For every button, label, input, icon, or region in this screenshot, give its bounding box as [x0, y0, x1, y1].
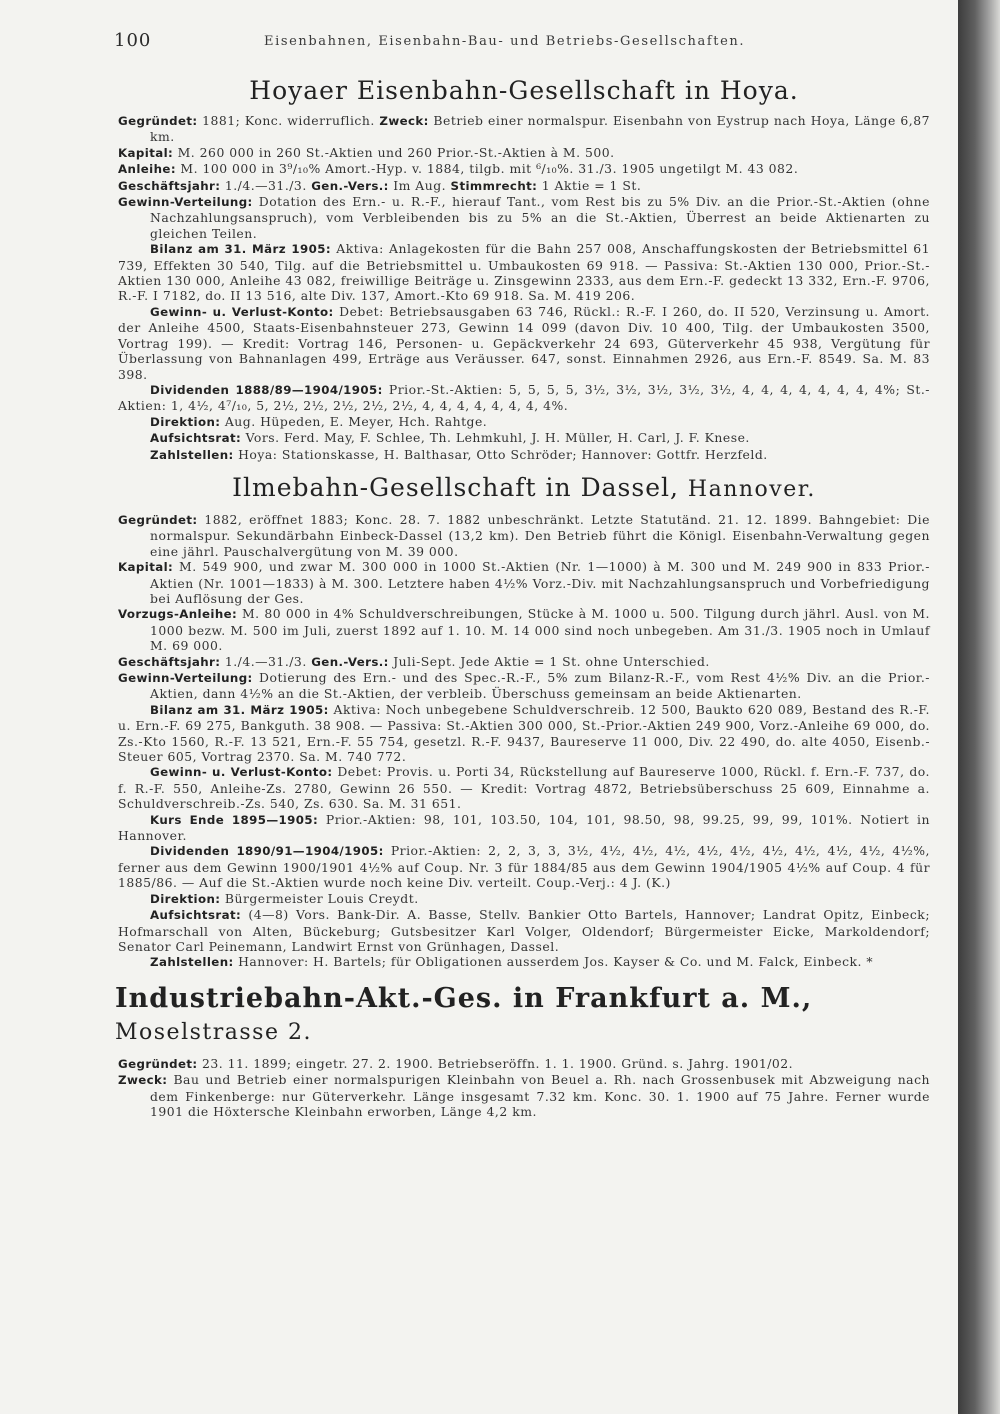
entry-gegruendet	[118, 512, 930, 559]
entry-label: Zahlstellen:	[150, 447, 234, 462]
entry-text: 23. 11. 1899; eingetr. 27. 2. 1900. Betriebseröffn. 1. 1. 1900. Gründ. s. Jahrg. 1901/02.	[202, 1055, 794, 1071]
entry-label: Direktion:	[150, 891, 221, 906]
entry-gewinn-verlust	[118, 764, 930, 811]
section-title-industriebahn	[115, 983, 930, 1049]
entry-gewinn-verteilung	[118, 670, 930, 702]
section-title-text: Ilmebahn-Gesellschaft in Dassel,	[232, 472, 679, 502]
entry-anleihe	[118, 161, 930, 177]
entry-label: Gen.-Vers.:	[311, 178, 389, 193]
entry-zweck	[118, 1072, 930, 1119]
entry-geschaeftsjahr	[118, 178, 930, 194]
entry-text: M. 80 000 in 4% Schuldverschreibungen, Stücke à M. 1000 u. 500. Tilgung durch jährl. Ausl. von M. 1000 bezw. M. 500 im Juli, zuerst 1892 auf 1. 10. M. 14 000 sind noch unbegeben. Am 31./3. 1905 noch in Umlauf M. 69 000.	[150, 606, 930, 654]
entry-label: Geschäftsjahr:	[118, 178, 221, 193]
entry-kapital	[118, 559, 930, 606]
entry-text: Betrieb einer normalspur. Eisenbahn von Eystrup nach Hoya, Länge 6,87 km.	[150, 113, 930, 145]
entry-text: Prior.-Aktien: 2, 2, 3, 3, 3½, 4½, 4½, 4½, 4½, 4½, 4½, 4½, 4½, 4½, 4½%, ferner aus dem Gewinn 1900/1901 4½% auf Coup. Nr. 3 für 1884/85 aus dem Gewinn 1904/1905 4½% auf Coup. 4 für 1885/86. — Auf die St.-Aktien wurde noch keine Div. verteilt. Coup.-Verj.: 4 J. (K.)	[118, 843, 930, 891]
entry-kurs	[118, 812, 930, 844]
entry-label: Aufsichtsrat:	[150, 431, 242, 446]
entry-dividenden	[118, 382, 930, 414]
entry-label: Zahlstellen:	[150, 955, 234, 970]
entry-label: Bilanz am 31. März 1905:	[150, 702, 329, 717]
running-head: Eisenbahnen, Eisenbahn-Bau- und Betriebs-Gesellschaften.	[264, 34, 746, 49]
entry-label: Gewinn- u. Verlust-Konto:	[150, 304, 334, 319]
entry-label: Gewinn- u. Verlust-Konto:	[150, 765, 333, 780]
entry-bilanz	[118, 702, 930, 765]
entry-text: Bürgermeister Louis Creydt.	[224, 890, 419, 906]
entry-aufsichtsrat	[118, 907, 930, 954]
entry-label: Zweck:	[379, 114, 429, 128]
entry-bilanz	[118, 241, 930, 304]
entry-label: Gegründet:	[118, 512, 198, 527]
entry-gewinn-verlust	[118, 304, 930, 382]
entry-label: Aufsichtsrat:	[150, 908, 242, 923]
entry-vorzugs-anleihe	[118, 606, 930, 653]
entry-label: Zweck:	[118, 1073, 168, 1088]
entry-text: Aktiva: Anlagekosten für die Bahn 257 008, Anschaffungskosten der Betriebsmittel 61 739, Effekten 30 540, Tilg. auf die Betriebsmittel u. Umbaukosten 69 918. — Passiva: St.-Aktien 130 000, Prior.-St.-Aktien 130 000, Anleihe 43 082, freiwillige Beiträge u. Zinsgewinn 2333, aus dem Ern.-F. gedeckt 13 332, Ern.-F. 9706, R.-F. I 7182, do. II 13 516, alte Div. 137, Amort.-Kto 69 918. Sa. M. 419 206.	[118, 241, 930, 304]
page-content	[115, 76, 930, 1119]
entry-label: Gegründet:	[118, 1056, 198, 1071]
entry-label: Dividenden 1888/89—1904/1905:	[150, 382, 383, 397]
entry-text: 1./4.—31./3.	[224, 653, 307, 669]
entry-dividenden	[118, 843, 930, 890]
page-edge-shadow	[958, 0, 1000, 1414]
section-title-ilmebahn	[118, 473, 930, 505]
entry-label: Bilanz am 31. März 1905:	[150, 242, 331, 257]
entry-text: (4—8) Vors. Bank-Dir. A. Basse, Stellv. Bankier Otto Bartels, Hannover; Landrat Opitz, Einbeck; Hofmarschall von Alten, Bückeburg; Gutsbesitzer Karl Volger, Oldendorf; Bürgermeister Eicke, Markoldendorf; Senator Carl Peinemann, Landwirt Ernst von Grünhagen, Dassel.	[118, 907, 930, 954]
entry-geschaeftsjahr	[118, 654, 930, 670]
entry-text: Debet: Provis. u. Porti 34, Rückstellung auf Baureserve 1000, Rückl. f. Ern.-F. 737, do. f. R.-F. 550, Anleihe-Zs. 2780, Gewinn 26 550. — Kredit: Vortrag 4872, Betriebsüberschuss 25 609, Einnahme a. Schuldverschreib.-Zs. 540, Zs. 630. Sa. M. 31 651.	[118, 764, 930, 812]
entry-label: Geschäftsjahr:	[118, 654, 221, 669]
section-title-location: Hannover.	[687, 476, 816, 502]
entry-text: Aktiva: Noch unbegebene Schuldverschreib. 12 500, Baukto 620 089, Bestand des R.-F. u. Ern.-F. 69 275, Bankguth. 38 908. — Passiva: St.-Aktien 300 000, St.-Prior.-Aktien 249 900, Vorz.-Anleihe 69 000, do. Zs.-Kto 1560, R.-F. 13 521, Ern.-F. 55 754, gesetzl. R.-F. 9437, Baureserve 11 000, Div. 22 490, do. alte 4050, Eisenb.-Steuer 605, Vortrag 2370. Sa. M. 740 772.	[118, 701, 930, 765]
section-title-location: Moselstrasse 2.	[115, 1019, 312, 1045]
entry-kapital	[118, 145, 930, 161]
entry-text: Dotierung des Ern.- und des Spec.-R.-F., 5% zum Bilanz-R.-F., vom Rest 4½% Div. an die Prior.-Aktien, dann 4½% an die St.-Aktien, der verbleib. Überschuss gemeinsam an beide Aktienarten.	[150, 670, 930, 702]
entry-direktion	[118, 414, 930, 430]
entry-text: Im Aug.	[393, 177, 447, 193]
entry-label: Gewinn-Verteilung:	[118, 671, 253, 685]
entry-zahlstellen	[118, 447, 930, 463]
entry-label: Anleihe:	[118, 162, 176, 177]
entry-text: Aug. Hüpeden, E. Meyer, Hch. Rahtge.	[224, 413, 488, 429]
entry-label: Gegründet:	[118, 114, 198, 128]
entry-text: Hannover: H. Bartels; für Obligationen ausserdem Jos. Kayser & Co. und M. Falck, Einbeck. *	[238, 954, 874, 970]
entry-label: Gen.-Vers.:	[311, 654, 389, 669]
entry-label: Kapital:	[118, 145, 174, 160]
entry-direktion	[118, 891, 930, 907]
entry-text: Prior.-St.-Aktien: 5, 5, 5, 5, 3½, 3½, 3½, 3½, 3½, 4, 4, 4, 4, 4, 4, 4, 4%; St.-Aktien: 1, 4½, 4⁷/₁₀, 5, 2½, 2½, 2½, 2½, 2½, 4, 4, 4, 4, 4, 4, 4, 4%.	[118, 381, 930, 414]
entry-label: Gewinn-Verteilung:	[118, 195, 253, 210]
entry-text: Vors. Ferd. May, F. Schlee, Th. Lehmkuhl, J. H. Müller, H. Carl, J. F. Knese.	[245, 430, 750, 446]
entry-text: Prior.-Aktien: 98, 101, 103.50, 104, 101, 98.50, 98, 99.25, 99, 99, 101%. Notiert in Hannover.	[118, 811, 930, 844]
entry-text: M. 100 000 in 3⁹/₁₀% Amort.-Hyp. v. 1884, tilgb. mit ⁶/₁₀%. 31./3. 1905 ungetilgt M. 43 082.	[180, 161, 799, 177]
entry-gegruendet	[118, 1056, 930, 1072]
entry-text: Dotation des Ern.- u. R.-F., hierauf Tant., vom Rest bis zu 5% Div. an die Prior.-St.-Aktien (ohne Nachzahlungsanspruch), vom Verbleibenden bis zu 5% an die St.-Aktien, Überrest an beide Aktienarten zu gleichen Teilen.	[150, 194, 930, 241]
entry-text: M. 549 900, und zwar M. 300 000 in 1000 St.-Aktien (Nr. 1—1000) à M. 300 und M. 249 900 in 833 Prior.-Aktien (Nr. 1001—1833) à M. 300. Letztere haben 4½% Vorz.-Div. mit Nachzahlungsanspruch und Vorbefriedigung bei Auflösung der Ges.	[150, 559, 930, 606]
entry-label: Stimmrecht:	[450, 178, 538, 193]
entry-label: Vorzugs-Anleihe:	[118, 607, 238, 622]
section-title-hoya: Hoyaer Eisenbahn-Gesellschaft in Hoya.	[249, 76, 799, 105]
entry-text: Bau und Betrieb einer normalspurigen Kleinbahn von Beuel a. Rh. nach Grossenbusek mit Abzweigung nach dem Finkenberge: nur Güterverkehr. Länge insgesamt 7.32 km. Konc. 30. 1. 1900 auf 75 Jahre. Ferner wurde 1901 die Höxtersche Kleinbahn erworben, Länge 4,2 km.	[150, 1072, 930, 1119]
entry-aufsichtsrat	[118, 430, 930, 446]
entry-gegruendet	[118, 113, 930, 145]
entry-text: Debet: Betriebsausgaben 63 746, Rückl.: R.-F. I 260, do. II 520, Verzinsung u. Amort. der Anleihe 4500, Staats-Eisenbahnsteuer 273, Gewinn 14 099 (davon Div. 10 400, Tilg. der Umbaukosten 3500, Vortrag 199). — Kredit: Vortrag 146, Personen- u. Gepäckverkehr 24 693, Güterverkehr 45 938, Vergütung für Überlassung von Bahnanlagen 499, Erträge aus Veräusser. 647, sonst. Einnahmen 2926, aus Ern.-F. 8549. Sa. M. 83 398.	[118, 303, 930, 382]
entry-zahlstellen	[118, 954, 930, 970]
entry-text: 1882, eröffnet 1883; Konc. 28. 7. 1882 unbeschränkt. Letzte Statutänd. 21. 12. 1899. Bahngebiet: Die normalspur. Sekundärbahn Einbeck-Dassel (13,2 km). Den Betrieb führt die Königl. Eisenbahn-Verwaltung gegen eine jährl. Pauschalvergütung von M. 39 000.	[150, 511, 930, 559]
entry-label: Dividenden 1890/91—1904/1905:	[150, 844, 384, 859]
entry-gewinn-verteilung	[118, 194, 930, 241]
page-number: 100	[114, 30, 152, 51]
entry-text: Hoya: Stationskasse, H. Balthasar, Otto Schröder; Hannover: Gottfr. Herzfeld.	[238, 446, 768, 462]
section-title-text: Industriebahn-Akt.-Ges. in Frankfurt a. M.,	[115, 982, 813, 1014]
entry-text: M. 260 000 in 260 St.-Aktien und 260 Prior.-St.-Aktien à M. 500.	[177, 144, 615, 160]
entry-text: 1./4.—31./3.	[224, 177, 307, 193]
entry-label: Direktion:	[150, 414, 221, 429]
entry-label: Kurs Ende 1895—1905:	[150, 812, 319, 827]
entry-text: 1881; Konc. widerruflich.	[202, 113, 375, 128]
entry-text: Juli-Sept. Jede Aktie = 1 St. ohne Unterschied.	[393, 653, 710, 669]
entry-label: Kapital:	[118, 560, 174, 575]
entry-text: 1 Aktie = 1 St.	[541, 177, 642, 193]
